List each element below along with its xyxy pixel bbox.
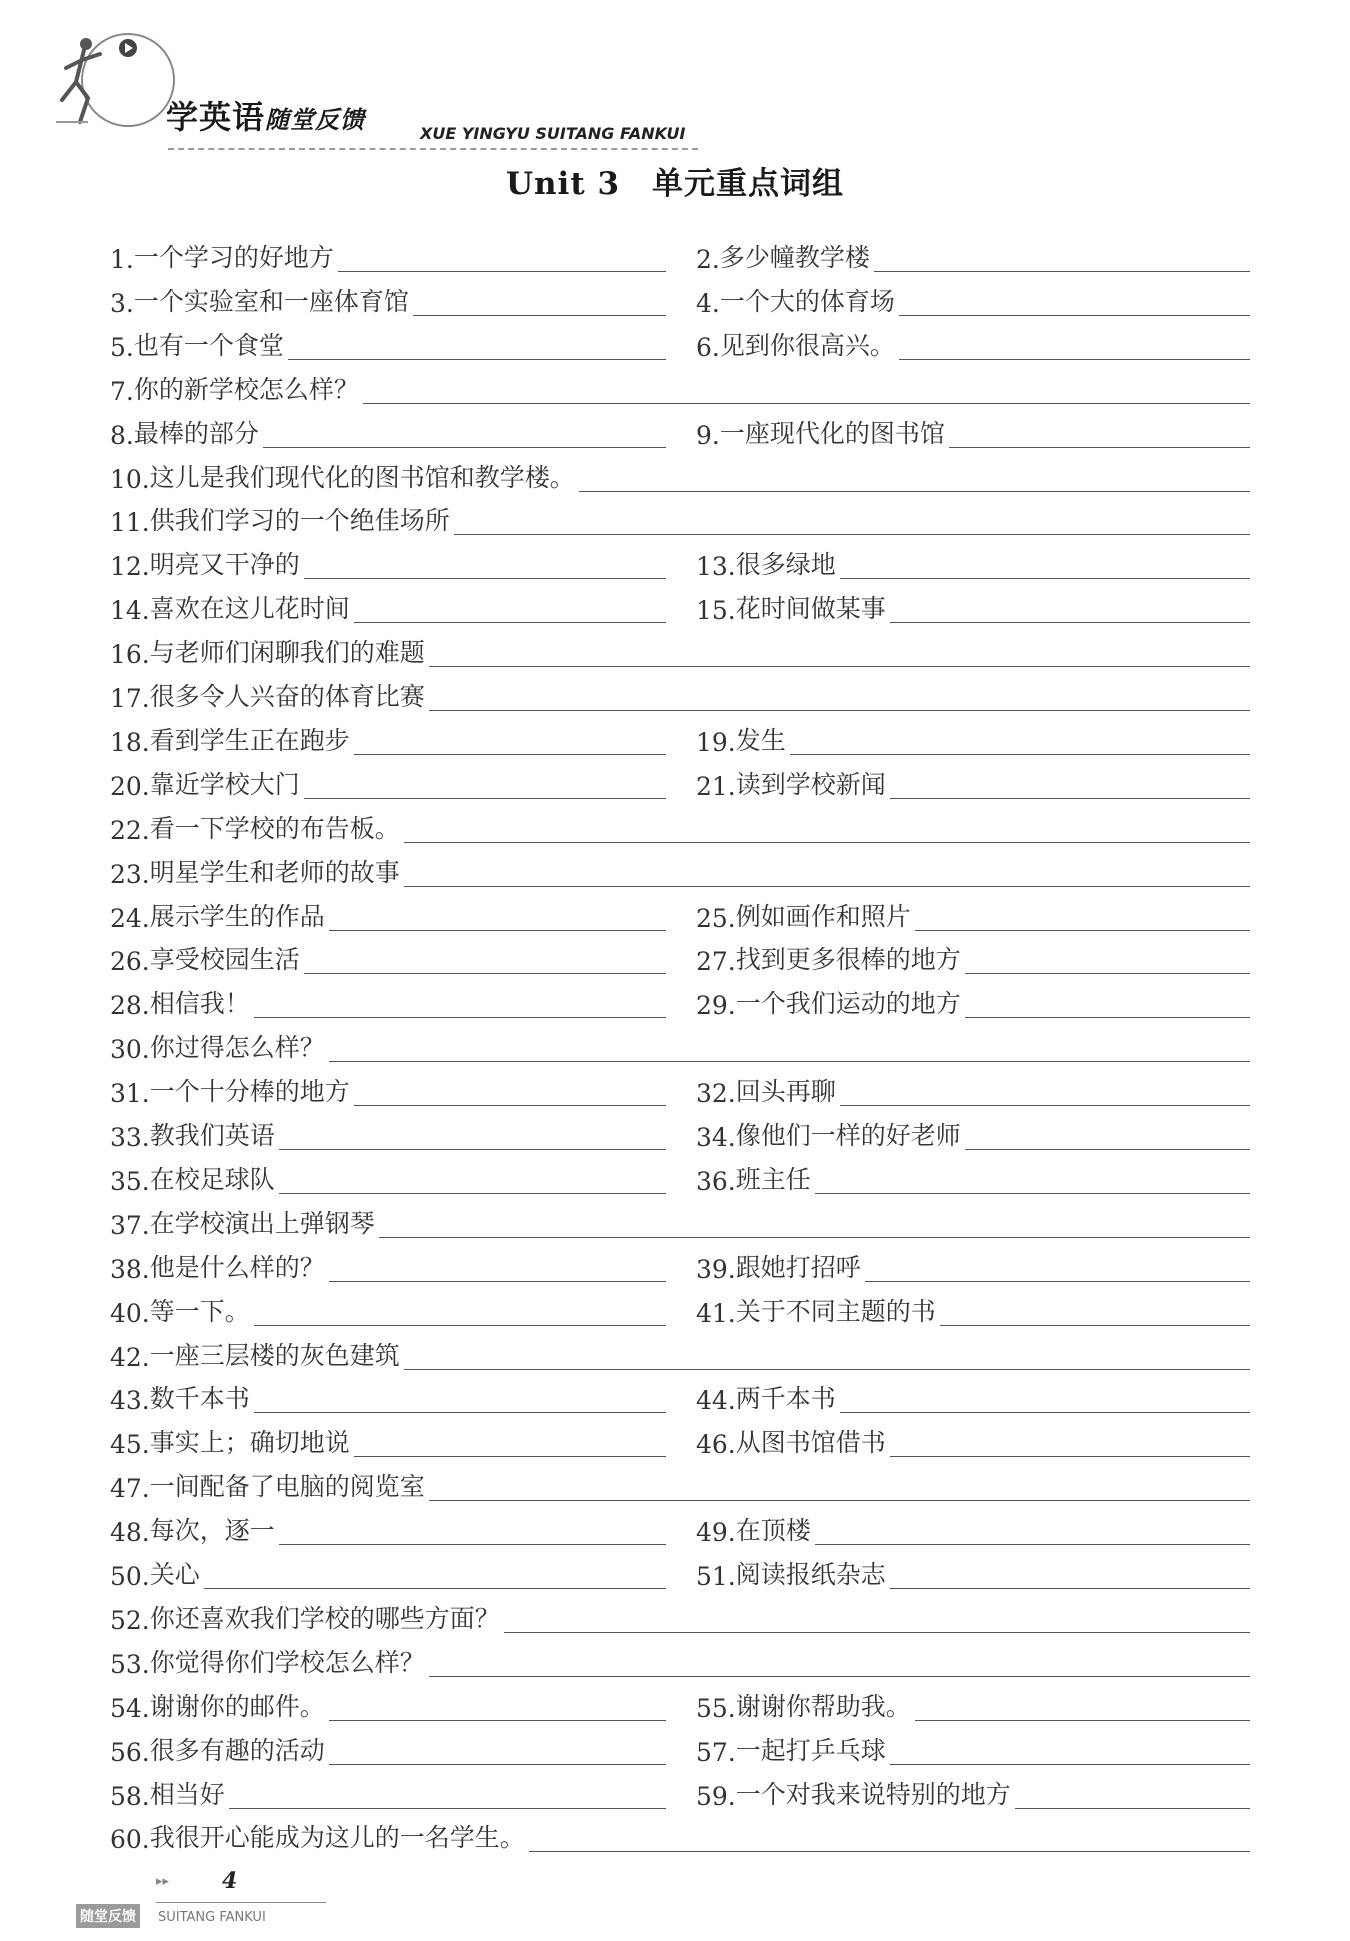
answer-blank[interactable] bbox=[354, 621, 666, 623]
item-prompt: 读到学校新闻 bbox=[735, 769, 886, 799]
item-number: 29. bbox=[696, 991, 736, 1021]
exercise-row bbox=[0, 713, 1350, 757]
exercise-row bbox=[0, 1679, 1350, 1723]
exercise-item bbox=[110, 493, 1250, 537]
item-number: 26. bbox=[110, 947, 150, 977]
exercise-item bbox=[696, 1547, 1250, 1591]
exercise-item bbox=[110, 713, 666, 757]
item-prompt: 你觉得你们学校怎么样？ bbox=[149, 1647, 425, 1677]
page-number: 4 bbox=[222, 1868, 238, 1894]
item-prompt: 两千本书 bbox=[735, 1384, 836, 1414]
answer-blank[interactable] bbox=[815, 1543, 1250, 1545]
answer-blank[interactable] bbox=[965, 972, 1250, 974]
item-prompt: 一个我们运动的地方 bbox=[735, 989, 961, 1019]
item-number: 11. bbox=[110, 508, 150, 538]
exercise-item bbox=[110, 889, 666, 933]
item-prompt: 关于不同主题的书 bbox=[735, 1296, 936, 1326]
answer-blank[interactable] bbox=[404, 1368, 1250, 1370]
exercise-item bbox=[110, 1810, 1250, 1854]
item-number: 37. bbox=[110, 1210, 150, 1240]
exercise-row bbox=[0, 1371, 1350, 1415]
item-prompt: 明亮又干净的 bbox=[149, 550, 300, 580]
exercise-item bbox=[696, 406, 1250, 450]
exercise-row bbox=[0, 1547, 1350, 1591]
item-prompt: 在校足球队 bbox=[149, 1164, 275, 1194]
exercise-row bbox=[0, 1723, 1350, 1767]
item-number: 8. bbox=[110, 420, 134, 450]
item-prompt: 从图书馆借书 bbox=[735, 1428, 886, 1458]
item-number: 40. bbox=[110, 1298, 150, 1328]
exercise-row bbox=[0, 1064, 1350, 1108]
answer-blank[interactable] bbox=[329, 1719, 666, 1721]
exercise-item bbox=[110, 406, 666, 450]
exercise-item bbox=[110, 1108, 666, 1152]
answer-blank[interactable] bbox=[874, 270, 1250, 272]
answer-blank[interactable] bbox=[429, 1675, 1250, 1677]
answer-blank[interactable] bbox=[1015, 1807, 1250, 1809]
item-number: 53. bbox=[110, 1649, 150, 1679]
item-prompt: 一起打乒乓球 bbox=[735, 1735, 886, 1765]
item-number: 48. bbox=[110, 1518, 150, 1548]
item-number: 10. bbox=[110, 464, 150, 494]
answer-blank[interactable] bbox=[429, 1499, 1250, 1501]
footer-pinyin: SUITANG FANKUI bbox=[158, 1910, 266, 1925]
brand-main-text: 学英语 bbox=[166, 98, 266, 136]
item-prompt: 这儿是我们现代化的图书馆和教学楼。 bbox=[149, 462, 575, 492]
answer-blank[interactable] bbox=[329, 1763, 666, 1765]
exercise-item bbox=[696, 1371, 1250, 1415]
exercise-row bbox=[0, 1459, 1350, 1503]
answer-blank[interactable] bbox=[504, 1631, 1250, 1633]
item-prompt: 在顶楼 bbox=[735, 1516, 811, 1546]
item-number: 55. bbox=[696, 1693, 736, 1723]
exercise-row bbox=[0, 976, 1350, 1020]
answer-blank[interactable] bbox=[254, 1324, 666, 1326]
exercise-row bbox=[0, 450, 1350, 494]
brand-sub-text: 随堂反馈 bbox=[265, 106, 366, 134]
answer-blank[interactable] bbox=[915, 1719, 1250, 1721]
exercise-item bbox=[110, 669, 1250, 713]
exercise-row bbox=[0, 1152, 1350, 1196]
exercise-row bbox=[0, 801, 1350, 845]
exercise-item bbox=[696, 1064, 1250, 1108]
answer-blank[interactable] bbox=[354, 1455, 666, 1457]
answer-blank[interactable] bbox=[940, 1324, 1250, 1326]
answer-blank[interactable] bbox=[840, 1411, 1250, 1413]
header-divider bbox=[168, 148, 698, 150]
exercise-row bbox=[0, 581, 1350, 625]
answer-blank[interactable] bbox=[454, 533, 1250, 535]
exercise-row bbox=[0, 1328, 1350, 1372]
item-prompt: 事实上；确切地说 bbox=[149, 1428, 350, 1458]
exercise-item bbox=[110, 274, 666, 318]
answer-blank[interactable] bbox=[413, 314, 666, 316]
page-title: Unit 3 单元重点词组 bbox=[505, 166, 845, 202]
item-number: 25. bbox=[696, 903, 736, 933]
exercise-row bbox=[0, 845, 1350, 889]
answer-blank[interactable] bbox=[354, 1104, 666, 1106]
item-number: 20. bbox=[110, 771, 150, 801]
answer-blank[interactable] bbox=[329, 1060, 1250, 1062]
exercise-row bbox=[0, 1196, 1350, 1240]
answer-blank[interactable] bbox=[288, 358, 666, 360]
answer-blank[interactable] bbox=[279, 1148, 666, 1150]
item-number: 52. bbox=[110, 1605, 150, 1635]
exercise-item bbox=[110, 932, 666, 976]
item-number: 22. bbox=[110, 815, 150, 845]
item-number: 6. bbox=[696, 332, 720, 362]
exercise-row bbox=[0, 1635, 1350, 1679]
footer-tag: 随堂反馈 bbox=[76, 1904, 140, 1928]
exercise-item bbox=[696, 1503, 1250, 1547]
exercise-item bbox=[110, 1767, 666, 1811]
exercise-item bbox=[696, 1723, 1250, 1767]
exercise-item bbox=[110, 801, 1250, 845]
exercise-row bbox=[0, 537, 1350, 581]
item-number: 43. bbox=[110, 1386, 150, 1416]
item-prompt: 明星学生和老师的故事 bbox=[149, 857, 400, 887]
exercise-item bbox=[696, 889, 1250, 933]
answer-blank[interactable] bbox=[890, 1455, 1250, 1457]
item-prompt: 多少幢教学楼 bbox=[719, 243, 870, 272]
exercise-item bbox=[696, 713, 1250, 757]
item-prompt: 一间配备了电脑的阅览室 bbox=[149, 1472, 425, 1502]
item-number: 16. bbox=[110, 640, 150, 670]
exercise-item bbox=[696, 976, 1250, 1020]
item-prompt: 我很开心能成为这儿的一名学生。 bbox=[149, 1823, 525, 1853]
answer-blank[interactable] bbox=[363, 402, 1250, 404]
answer-blank[interactable] bbox=[354, 753, 666, 755]
item-number: 23. bbox=[110, 859, 150, 889]
answer-blank[interactable] bbox=[229, 1807, 666, 1809]
item-prompt: 享受校园生活 bbox=[149, 945, 300, 975]
item-number: 15. bbox=[696, 596, 736, 626]
item-prompt: 谢谢你的邮件。 bbox=[149, 1691, 325, 1721]
exercise-item bbox=[110, 845, 1250, 889]
item-number: 2. bbox=[696, 245, 720, 274]
exercise-item bbox=[696, 318, 1250, 362]
answer-blank[interactable] bbox=[890, 797, 1250, 799]
item-prompt: 你的新学校怎么样？ bbox=[133, 374, 359, 404]
item-number: 7. bbox=[110, 376, 134, 406]
answer-blank[interactable] bbox=[890, 1587, 1250, 1589]
exercise-item bbox=[696, 1767, 1250, 1811]
item-prompt: 找到更多很棒的地方 bbox=[735, 945, 961, 975]
item-prompt: 例如画作和照片 bbox=[735, 901, 911, 931]
exercise-item bbox=[110, 1020, 1250, 1064]
exercise-item bbox=[696, 1284, 1250, 1328]
exercise-item bbox=[110, 1459, 1250, 1503]
item-prompt: 数千本书 bbox=[149, 1384, 250, 1414]
item-prompt: 看一下学校的布告板。 bbox=[149, 813, 400, 843]
item-prompt: 很多绿地 bbox=[735, 550, 836, 580]
exercise-row bbox=[0, 757, 1350, 801]
answer-blank[interactable] bbox=[329, 1280, 666, 1282]
exercise-row bbox=[0, 1591, 1350, 1635]
item-number: 57. bbox=[696, 1737, 736, 1767]
item-number: 14. bbox=[110, 596, 150, 626]
item-number: 35. bbox=[110, 1166, 150, 1196]
item-prompt: 很多有趣的活动 bbox=[149, 1735, 325, 1765]
item-prompt: 相当好 bbox=[149, 1779, 225, 1809]
exercise-item bbox=[696, 1108, 1250, 1152]
item-number: 24. bbox=[110, 903, 150, 933]
item-prompt: 你还喜欢我们学校的哪些方面？ bbox=[149, 1603, 500, 1633]
item-number: 31. bbox=[110, 1079, 150, 1109]
item-prompt: 喜欢在这儿花时间 bbox=[149, 594, 350, 624]
item-prompt: 也有一个食堂 bbox=[133, 330, 284, 360]
item-prompt: 一个大的体育场 bbox=[719, 286, 895, 316]
item-number: 13. bbox=[696, 552, 736, 582]
exercise-row bbox=[0, 669, 1350, 713]
item-prompt: 展示学生的作品 bbox=[149, 901, 325, 931]
arrow-icon: ▸▸ bbox=[156, 1874, 170, 1889]
item-number: 39. bbox=[696, 1254, 736, 1284]
item-prompt: 谢谢你帮助我。 bbox=[735, 1691, 911, 1721]
item-prompt: 一个十分棒的地方 bbox=[149, 1077, 350, 1107]
answer-blank[interactable] bbox=[899, 314, 1250, 316]
item-prompt: 班主任 bbox=[735, 1164, 811, 1194]
exercise-item bbox=[110, 318, 666, 362]
answer-blank[interactable] bbox=[579, 490, 1250, 492]
item-prompt: 见到你很高兴。 bbox=[719, 330, 895, 360]
exercise-item bbox=[110, 1723, 666, 1767]
item-prompt: 阅读报纸杂志 bbox=[735, 1560, 886, 1589]
item-number: 42. bbox=[110, 1342, 150, 1372]
item-prompt: 一个实验室和一座体育馆 bbox=[133, 286, 409, 316]
answer-blank[interactable] bbox=[263, 446, 666, 448]
item-prompt: 供我们学习的一个绝佳场所 bbox=[149, 506, 450, 536]
answer-blank[interactable] bbox=[279, 1543, 666, 1545]
item-number: 60. bbox=[110, 1825, 150, 1855]
item-prompt: 跟她打招呼 bbox=[735, 1252, 861, 1282]
exercise-row bbox=[0, 625, 1350, 669]
answer-blank[interactable] bbox=[890, 1763, 1250, 1765]
exercise-item bbox=[110, 230, 666, 274]
exercise-item bbox=[110, 1547, 666, 1591]
exercise-item bbox=[696, 1152, 1250, 1196]
answer-blank[interactable] bbox=[899, 358, 1250, 360]
answer-blank[interactable] bbox=[304, 797, 666, 799]
exercise-item bbox=[696, 1240, 1250, 1284]
exercise-row bbox=[0, 1415, 1350, 1459]
exercise-item bbox=[110, 1196, 1250, 1240]
item-number: 50. bbox=[110, 1562, 150, 1591]
item-prompt: 花时间做某事 bbox=[735, 594, 886, 624]
exercise-item bbox=[110, 1415, 666, 1459]
item-number: 9. bbox=[696, 420, 720, 450]
item-number: 5. bbox=[110, 332, 134, 362]
answer-blank[interactable] bbox=[279, 1192, 666, 1194]
exercise-row bbox=[0, 274, 1350, 318]
exercise-item bbox=[696, 757, 1250, 801]
item-number: 30. bbox=[110, 1035, 150, 1065]
exercise-item bbox=[696, 1679, 1250, 1723]
item-number: 47. bbox=[110, 1474, 150, 1504]
exercise-item bbox=[110, 1371, 666, 1415]
item-number: 18. bbox=[110, 727, 150, 757]
item-prompt: 一个学习的好地方 bbox=[133, 243, 334, 272]
item-number: 4. bbox=[696, 288, 720, 318]
answer-blank[interactable] bbox=[915, 929, 1250, 931]
answer-blank[interactable] bbox=[529, 1850, 1250, 1852]
item-prompt: 回头再聊 bbox=[735, 1077, 836, 1107]
item-prompt: 相信我！ bbox=[149, 989, 250, 1019]
exercise-item bbox=[110, 1503, 666, 1547]
item-number: 45. bbox=[110, 1430, 150, 1460]
item-number: 59. bbox=[696, 1781, 736, 1811]
exercise-item bbox=[110, 1240, 666, 1284]
item-prompt: 关心 bbox=[149, 1560, 200, 1589]
answer-blank[interactable] bbox=[404, 841, 1250, 843]
answer-blank[interactable] bbox=[379, 1236, 1250, 1238]
item-prompt: 一个对我来说特别的地方 bbox=[735, 1779, 1011, 1809]
answer-blank[interactable] bbox=[965, 1148, 1250, 1150]
exercise-row bbox=[0, 1020, 1350, 1064]
exercise-row bbox=[0, 1284, 1350, 1328]
brand-pinyin: XUE YINGYU SUITANG FANKUI bbox=[420, 124, 686, 143]
exercise-row bbox=[0, 406, 1350, 450]
answer-blank[interactable] bbox=[254, 1411, 666, 1413]
item-prompt: 像他们一样的好老师 bbox=[735, 1121, 961, 1150]
item-number: 3. bbox=[110, 288, 134, 318]
answer-blank[interactable] bbox=[815, 1192, 1250, 1194]
item-prompt: 与老师们闲聊我们的难题 bbox=[149, 638, 425, 668]
item-number: 32. bbox=[696, 1079, 736, 1109]
footer bbox=[76, 1868, 336, 1928]
item-number: 28. bbox=[110, 991, 150, 1021]
answer-blank[interactable] bbox=[404, 885, 1250, 887]
exercise-item bbox=[696, 537, 1250, 581]
exercise-row bbox=[0, 1503, 1350, 1547]
exercise-row bbox=[0, 1767, 1350, 1811]
item-number: 33. bbox=[110, 1123, 150, 1152]
exercise-item bbox=[696, 581, 1250, 625]
item-number: 34. bbox=[696, 1123, 736, 1152]
exercise-item bbox=[110, 1064, 666, 1108]
exercise-row bbox=[0, 1810, 1350, 1854]
exercise-item bbox=[696, 932, 1250, 976]
answer-blank[interactable] bbox=[304, 577, 666, 579]
exercise-item bbox=[696, 1415, 1250, 1459]
answer-blank[interactable] bbox=[429, 709, 1250, 711]
exercise-item bbox=[110, 1591, 1250, 1635]
item-prompt: 一座三层楼的灰色建筑 bbox=[149, 1340, 400, 1370]
item-number: 1. bbox=[110, 245, 134, 274]
item-number: 19. bbox=[696, 727, 736, 757]
item-number: 41. bbox=[696, 1298, 736, 1328]
item-prompt: 在学校演出上弹钢琴 bbox=[149, 1208, 375, 1238]
exercise-item bbox=[110, 450, 1250, 494]
item-prompt: 每次，逐一 bbox=[149, 1516, 275, 1546]
exercise-row bbox=[0, 318, 1350, 362]
item-number: 58. bbox=[110, 1781, 150, 1811]
exercise-item bbox=[696, 230, 1250, 274]
header bbox=[48, 30, 688, 143]
exercise-item bbox=[110, 976, 666, 1020]
exercise-item bbox=[110, 1679, 666, 1723]
answer-blank[interactable] bbox=[840, 1104, 1250, 1106]
item-number: 51. bbox=[696, 1562, 736, 1591]
item-prompt: 等一下。 bbox=[149, 1296, 250, 1326]
item-prompt: 靠近学校大门 bbox=[149, 769, 300, 799]
item-number: 56. bbox=[110, 1737, 150, 1767]
item-prompt: 看到学生正在跑步 bbox=[149, 725, 350, 755]
exercise-row bbox=[0, 493, 1350, 537]
answer-blank[interactable] bbox=[890, 621, 1250, 623]
answer-blank[interactable] bbox=[204, 1587, 666, 1589]
answer-blank[interactable] bbox=[304, 972, 666, 974]
exercise-item bbox=[110, 1635, 1250, 1679]
item-number: 44. bbox=[696, 1386, 736, 1416]
answer-blank[interactable] bbox=[338, 270, 666, 272]
exercise-item bbox=[110, 1284, 666, 1328]
item-prompt: 你过得怎么样？ bbox=[149, 1033, 325, 1063]
answer-blank[interactable] bbox=[840, 577, 1250, 579]
answer-blank[interactable] bbox=[965, 1016, 1250, 1018]
exercise-item bbox=[110, 625, 1250, 669]
footer-divider bbox=[156, 1902, 326, 1903]
answer-blank[interactable] bbox=[790, 753, 1250, 755]
exercise-row bbox=[0, 362, 1350, 406]
exercise-row bbox=[0, 932, 1350, 976]
item-number: 49. bbox=[696, 1518, 736, 1548]
brand-title bbox=[166, 92, 365, 138]
item-number: 21. bbox=[696, 771, 736, 801]
answer-blank[interactable] bbox=[949, 446, 1250, 448]
item-number: 38. bbox=[110, 1254, 150, 1284]
item-prompt: 很多令人兴奋的体育比赛 bbox=[149, 682, 425, 711]
item-prompt: 他是什么样的？ bbox=[149, 1252, 325, 1282]
answer-blank[interactable] bbox=[865, 1280, 1250, 1282]
exercise-item bbox=[110, 581, 666, 625]
exercise-row bbox=[0, 1240, 1350, 1284]
exercise-item bbox=[696, 274, 1250, 318]
exercise-item bbox=[110, 362, 1250, 406]
exercise-item bbox=[110, 1152, 666, 1196]
exercise-row bbox=[0, 1108, 1350, 1152]
item-prompt: 教我们英语 bbox=[149, 1121, 275, 1150]
item-prompt: 发生 bbox=[735, 725, 786, 755]
item-number: 12. bbox=[110, 552, 150, 582]
item-number: 17. bbox=[110, 684, 150, 713]
item-prompt: 最棒的部分 bbox=[133, 418, 259, 448]
item-number: 54. bbox=[110, 1693, 150, 1723]
answer-blank[interactable] bbox=[254, 1016, 666, 1018]
exercise-item bbox=[110, 757, 666, 801]
exercise-row bbox=[0, 230, 1350, 274]
exercise-item bbox=[110, 1328, 1250, 1372]
exercise-row bbox=[0, 889, 1350, 933]
item-number: 36. bbox=[696, 1166, 736, 1196]
answer-blank[interactable] bbox=[329, 929, 666, 931]
exercise-item bbox=[110, 537, 666, 581]
item-prompt: 一座现代化的图书馆 bbox=[719, 418, 945, 448]
item-number: 46. bbox=[696, 1430, 736, 1460]
answer-blank[interactable] bbox=[429, 665, 1250, 667]
item-number: 27. bbox=[696, 947, 736, 977]
